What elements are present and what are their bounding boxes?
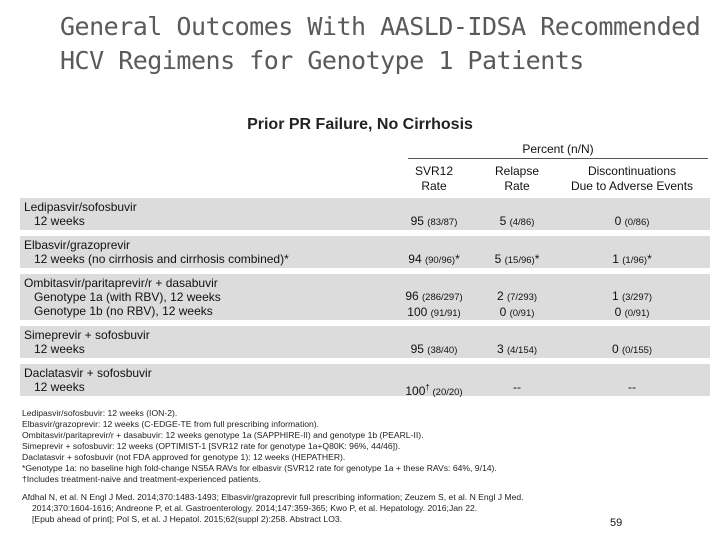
relapse-count: (0/91)	[509, 308, 535, 319]
relapse-cell	[480, 289, 554, 321]
discontinuation-cell	[560, 214, 704, 230]
row-label	[24, 276, 221, 318]
reference-line: Afdhal N, et al. N Engl J Med. 2014;370:1483-1493; Elbasvir/grazoprevir full prescribing information; Zeuzem S, et al. N Engl J Med.	[22, 492, 524, 502]
column-header-svr12-line-1: SVR12	[414, 164, 454, 178]
reference-line: [Epub ahead of print]; Pol S, et al. J Hepatol. 2015;62(suppl 2):258. Abstract LO3.	[32, 514, 343, 524]
row-label-line: Genotype 1b (no RBV), 12 weeks	[24, 304, 213, 318]
discontinuation-value: 0	[611, 342, 622, 356]
footnote-marker: *	[455, 252, 460, 266]
relapse-value: 5	[499, 214, 510, 228]
slide-title-line-2: HCV Regimens for Genotype 1 Patients	[60, 46, 584, 75]
footnotes	[22, 408, 702, 485]
row-label-line: Simeprevir + sofosbuvir	[24, 328, 150, 342]
references	[22, 492, 602, 525]
relapse-value: 0	[499, 305, 510, 319]
row-label-line: 12 weeks	[24, 214, 85, 228]
footnote-line: †Includes treatment-naive and treatment-experienced patients.	[22, 474, 261, 484]
table-row	[20, 236, 710, 268]
discontinuation-cell	[560, 289, 704, 321]
footnote-marker: *	[534, 252, 540, 266]
row-label-line: Ledipasvir/sofosbuvir	[24, 200, 137, 214]
svr12-value: 96	[405, 289, 422, 303]
svr12-count: (83/87)	[427, 217, 458, 228]
table-row	[20, 364, 710, 396]
svr12-value: 100	[405, 384, 426, 398]
relapse-count: (15/96)	[504, 255, 535, 266]
column-header-relapse-line-2: Rate	[504, 179, 530, 193]
relapse-cell	[480, 252, 554, 268]
row-label-line: 12 weeks (no cirrhosis and cirrhosis combined)*	[24, 252, 289, 266]
row-label-line: Elbasvir/grazoprevir	[24, 238, 131, 252]
slide-title-line-1: General Outcomes With AASLD-IDSA Recommended	[60, 12, 701, 41]
footnote-line: Ledipasvir/sofosbuvir: 12 weeks (ION-2).	[22, 408, 178, 418]
svr12-count: (286/297)	[422, 292, 463, 303]
svr12-value: 94	[408, 252, 425, 266]
row-label-line: Daclatasvir + sofosbuvir	[24, 366, 152, 380]
discontinuation-cell	[560, 342, 704, 358]
discontinuation-count: (3/297)	[621, 292, 653, 303]
row-label-line: 12 weeks	[24, 342, 85, 356]
discontinuation-cell	[560, 380, 704, 395]
column-header-relapse-line-1: Relapse	[494, 164, 540, 178]
footnote-line: *Genotype 1a: no baseline high fold-change NS5A RAVs for elbasvir (SVR12 rate for genotype 1a + these RAVs: 64%, 9/14).	[22, 463, 497, 473]
discontinuation-value: 0	[614, 214, 625, 228]
row-label-line: 12 weeks	[24, 380, 85, 394]
svr12-value: 95	[410, 342, 428, 356]
relapse-value: 5	[494, 252, 505, 266]
svr12-cell	[398, 214, 470, 230]
table-row	[20, 326, 710, 358]
relapse-value: --	[513, 380, 521, 394]
relapse-value: 2	[496, 289, 507, 303]
footnote-line: Elbasvir/grazoprevir: 12 weeks (C-EDGE-TE from full prescribing information).	[22, 419, 320, 429]
footnote-line: Daclatasvir + sofosbuvir (not FDA approved for genotype 1): 12 weeks (HEPATHER).	[22, 452, 346, 462]
discontinuation-value: --	[628, 380, 636, 394]
discontinuation-cell	[560, 252, 704, 268]
footnote-marker: †	[425, 383, 430, 392]
relapse-count: (4/86)	[509, 217, 535, 228]
row-label-line: Genotype 1a (with RBV), 12 weeks	[24, 290, 221, 304]
footnote-line: Simeprevir + sofosbuvir: 12 weeks (OPTIMIST-1 [SVR12 rate for genotype 1a+Q80K: 96%, 44/46]).	[22, 441, 401, 451]
table-subtitle: Prior PR Failure, No Cirrhosis	[247, 116, 473, 133]
svr12-count: (20/20)	[429, 387, 463, 398]
svr12-value: 95	[410, 214, 428, 228]
svr12-cell	[398, 252, 470, 268]
slide-title	[60, 10, 700, 78]
relapse-cell	[480, 342, 554, 358]
column-header-svr12-line-2: Rate	[421, 179, 447, 193]
relapse-cell	[480, 214, 554, 230]
column-header-discontinuations	[560, 164, 704, 194]
relapse-count: (7/293)	[506, 292, 538, 303]
page-number: 59	[610, 517, 623, 529]
discontinuation-count: (0/86)	[624, 217, 650, 228]
table-row	[20, 274, 710, 320]
relapse-count: (4/154)	[506, 345, 538, 356]
discontinuation-count: (0/91)	[624, 308, 650, 319]
svr12-value: 100	[407, 305, 431, 319]
relapse-value: 3	[496, 342, 507, 356]
row-label	[24, 328, 150, 356]
percent-header: Percent (n/N)	[522, 142, 594, 156]
discontinuation-value: 1	[612, 252, 623, 266]
column-header-svr12	[398, 164, 470, 194]
column-header-relapse	[480, 164, 554, 194]
percent-header-rule	[408, 158, 708, 159]
discontinuation-value: 0	[614, 305, 625, 319]
svr12-count: (38/40)	[427, 345, 458, 356]
footnote-line: Ombitasvir/paritaprevir/r + dasabuvir: 12 weeks genotype 1a (SAPPHIRE-II) and genotype 1b (PEARL-II).	[22, 430, 424, 440]
reference-line: 2014;370:1604-1616; Andreone P, et al. Gastroenterology. 2014;147:359-365; Kwo P, et al. Hepatology. 2016;Jan 22.	[32, 503, 478, 513]
svr12-count: (91/91)	[430, 308, 461, 319]
row-label	[24, 200, 137, 228]
discontinuation-count: (0/155)	[621, 345, 653, 356]
footnote-marker: *	[647, 252, 652, 266]
column-header-discontinuations-line-1: Discontinuations	[587, 164, 677, 178]
svr12-cell	[398, 380, 470, 400]
row-label	[24, 366, 152, 394]
column-header-discontinuations-line-2: Due to Adverse Events	[570, 179, 694, 193]
table-row	[20, 198, 710, 230]
relapse-cell	[480, 380, 554, 395]
discontinuation-value: 1	[611, 289, 622, 303]
svr12-cell	[398, 342, 470, 358]
row-label	[24, 238, 289, 266]
row-label-line: Ombitasvir/paritaprevir/r + dasabuvir	[24, 276, 218, 290]
svr12-count: (90/96)	[424, 255, 456, 266]
svr12-cell	[398, 289, 470, 321]
discontinuation-count: (1/96)	[622, 255, 648, 266]
